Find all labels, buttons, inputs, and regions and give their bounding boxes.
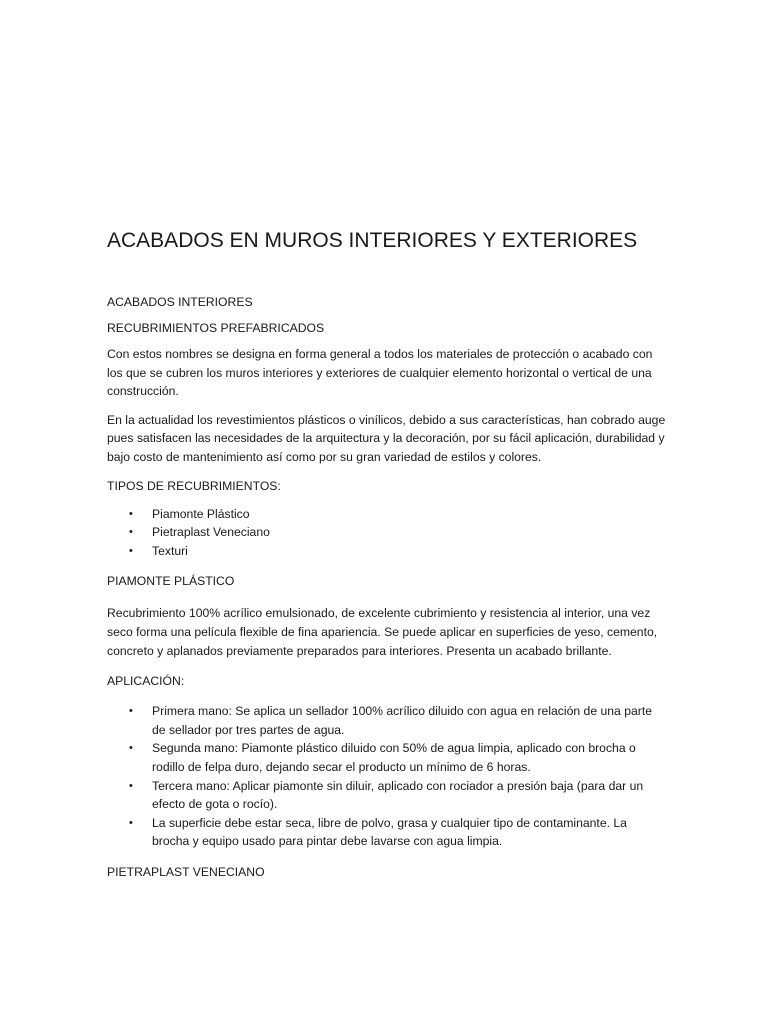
bullet-icon: • [129, 779, 133, 792]
document-title: ACABADOS EN MUROS INTERIORES Y EXTERIORES [107, 229, 638, 252]
heading-acabados-interiores: ACABADOS INTERIORES [107, 295, 253, 309]
document-body [107, 229, 667, 891]
paragraph-piamonte: Recubrimiento 100% acrílico emulsionado, de excelente cubrimiento y resistencia al interior, una vez seco forma una película flexible de fina apariencia. Se puede aplicar en superficies de yeso, cemento, concreto y aplanados previamente preparados para interiores. Presenta un acabado brillante. [107, 606, 658, 658]
list-item: • La superficie debe estar seca, libre de polvo, grasa y cualquier tipo de contaminante. La brocha y equipo usado para pintar debe lavarse con agua limpia. [129, 815, 627, 849]
list-item: • Segunda mano: Piamonte plástico diluido con 50% de agua limpia, aplicado con brocha o rodillo de felpa duro, dejando secar el producto un mínimo de 6 horas. [129, 741, 636, 774]
list-item: • Texturi [107, 542, 667, 561]
bullet-icon: • [129, 742, 133, 755]
paragraph-actualidad: En la actualidad los revestimientos plásticos o vinílicos, debido a sus características, han cobrado auge pues satisfacen las necesidades de la arquitectura y la decoración, por su fácil aplicación, durabilidad y bajo costo de mantenimiento así como por su gran variedad de estilos y colores. [107, 412, 666, 464]
bullet-icon: • [129, 526, 133, 539]
list-item: • Piamonte Plástico [107, 505, 667, 524]
list-item: • Primera mano: Se aplica un sellador 100% acrílico diluido con agua en relación de una parte de sellador por tres partes de agua. [129, 704, 652, 737]
list-item: • Pietraplast Veneciano [107, 523, 667, 542]
heading-recubrimientos-prefabricados: RECUBRIMIENTOS PREFABRICADOS [107, 321, 325, 335]
paragraph-intro: Con estos nombres se designa en forma general a todos los materiales de protección o acabado con los que se cubren los muros interiores y exteriores de cualquier elemento horizontal o vertical de una construcción. [107, 347, 653, 399]
bullet-icon: • [129, 705, 133, 718]
heading-pietraplast-veneciano: PIETRAPLAST VENECIANO [107, 864, 265, 879]
list-aplicacion [107, 702, 667, 851]
bullet-icon: • [129, 507, 133, 520]
heading-aplicacion: APLICACIÓN: [107, 674, 185, 689]
bullet-icon: • [129, 816, 133, 829]
heading-tipos: TIPOS DE RECUBRIMIENTOS: [107, 478, 281, 493]
bullet-icon: • [129, 544, 133, 557]
list-tipos [107, 505, 667, 561]
list-item: • Tercera mano: Aplicar piamonte sin diluir, aplicado con rociador a presión baja (para dar un efecto de gota o rocío). [129, 778, 644, 812]
heading-piamonte-plastico: PIAMONTE PLÁSTICO [107, 574, 235, 589]
